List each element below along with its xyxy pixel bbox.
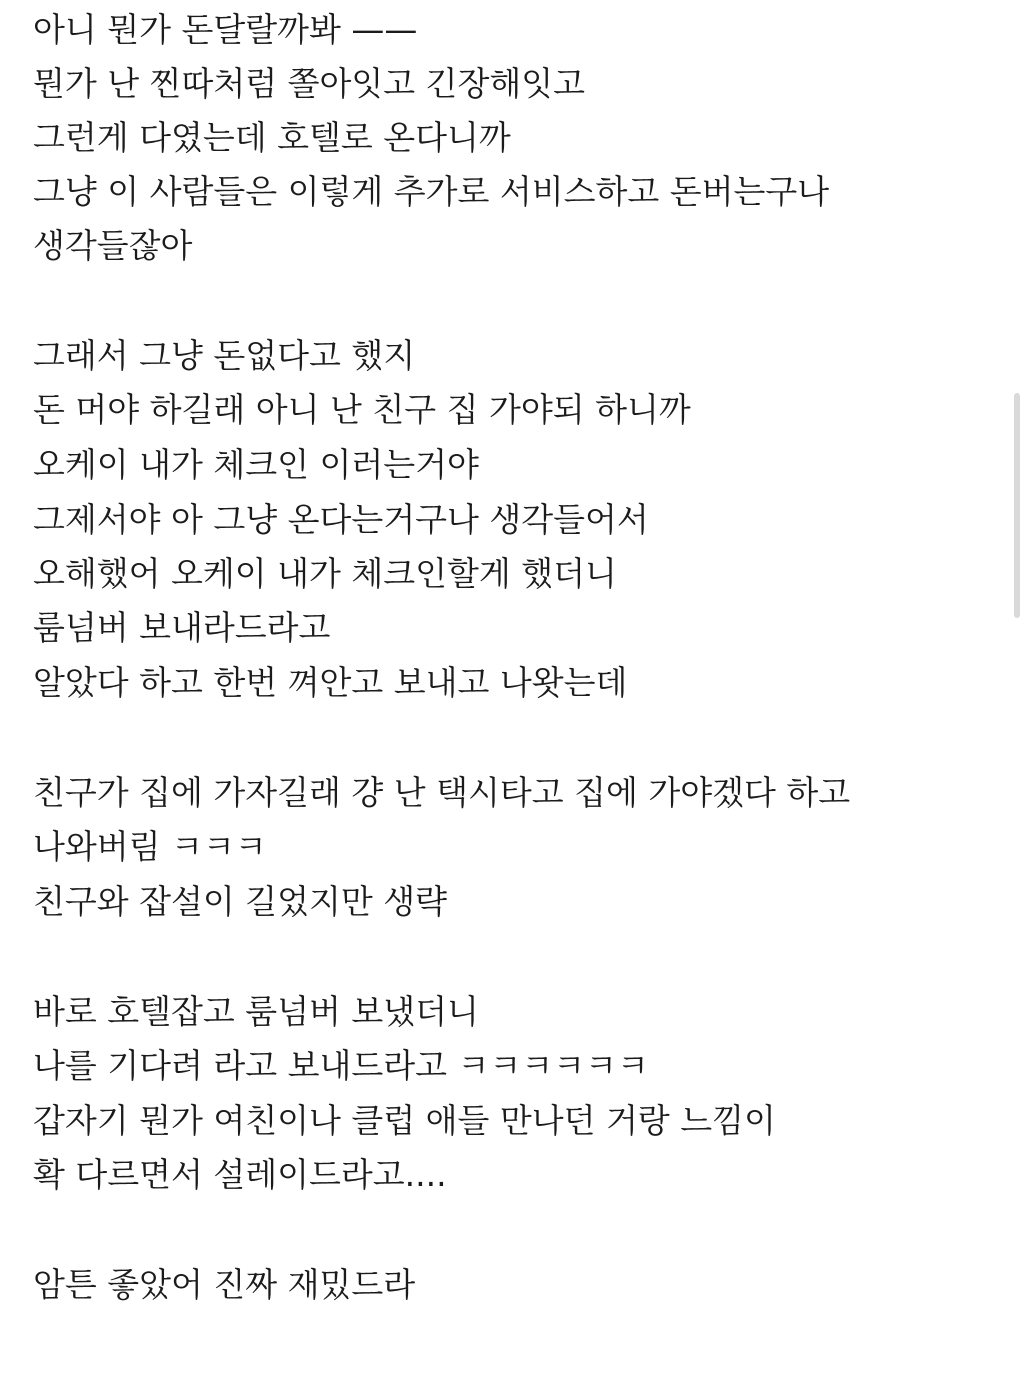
scrollbar-thumb[interactable] [1014,393,1020,618]
text-line: 그래서 그냥 돈없다고 했지 [33,336,416,375]
text-line: 뭔가 난 찐따처럼 쫄아잇고 긴장해잇고 [33,64,586,103]
text-line: 돈 머야 하길래 아니 난 친구 집 가야되 하니까 [33,390,691,429]
post-body [33,0,993,1386]
text-line: 갑자기 뭔가 여친이나 클럽 애들 만나던 거랑 느낌이 [33,1101,776,1140]
text-line: 룸넘버 보내라드라고 [33,608,331,647]
text-line: 나를 기다려 라고 보내드라고 ㅋㅋㅋㅋㅋㅋ [33,1046,649,1085]
text-line: 생각들잖아 [33,226,193,265]
text-line: 오해했어 오케이 내가 체크인할게 했더니 [33,554,617,593]
text-line: 그제서야 아 그냥 온다는거구나 생각들어서 [33,500,649,539]
text-line: 그런게 다였는데 호텔로 온다니까 [33,118,511,157]
text-line: 알았다 하고 한번 껴안고 보내고 나왓는데 [33,663,628,702]
text-line: 바로 호텔잡고 룸넘버 보냈더니 [33,992,479,1031]
text-line: 확 다르면서 설레이드라고.... [33,1155,447,1194]
text-line: 나와버림 ㅋㅋㅋ [33,827,267,866]
text-line: 친구와 잡설이 길었지만 생략 [33,882,448,921]
text-line: 오케이 내가 체크인 이러는거야 [33,445,479,484]
text-line: 암튼 좋았어 진짜 재밌드라 [33,1265,416,1304]
text-line: 그냥 이 사람들은 이렇게 추가로 서비스하고 돈버는구나 [33,172,830,211]
text-line: 아니 뭔가 돈달랄까봐 —— [33,10,418,49]
text-line: 친구가 집에 가자길래 걍 난 택시타고 집에 가야겠다 하고 [33,773,851,812]
